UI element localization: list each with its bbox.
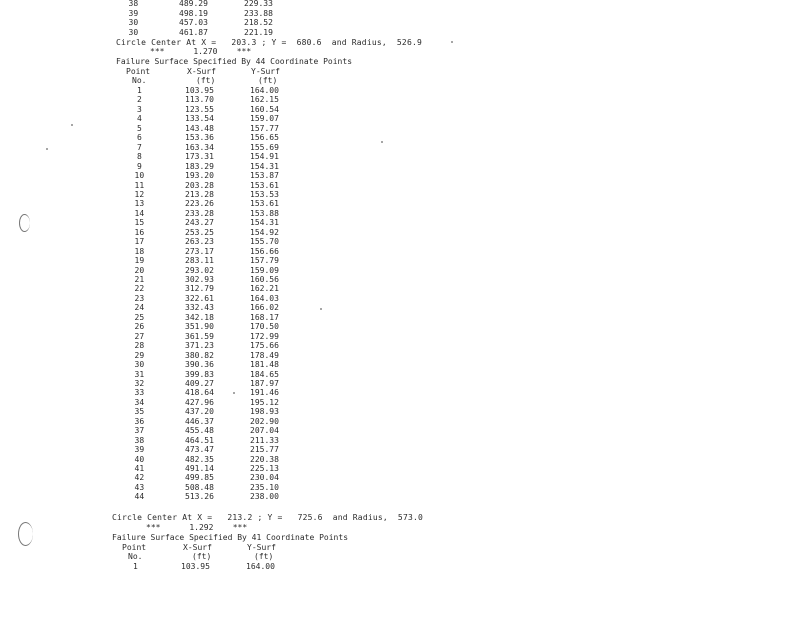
y-surf-value: 168.17 xyxy=(250,312,279,322)
y-surf-value: 220.38 xyxy=(250,454,279,464)
y-surf-value: 155.69 xyxy=(250,142,279,152)
x-surf-value: 473.47 xyxy=(185,445,214,455)
col-x-label: X-Surf xyxy=(187,67,216,76)
y-surf-value: 170.50 xyxy=(250,322,279,332)
y-surf-value: 164.00 xyxy=(250,86,279,95)
scan-speck xyxy=(233,392,235,394)
x-surf-value: 173.31 xyxy=(185,152,214,162)
x-surf-value: 437.20 xyxy=(185,407,214,417)
point-number: 39 xyxy=(128,8,139,18)
y-surf-value: 160.54 xyxy=(250,104,279,114)
point-number: 17 xyxy=(134,237,145,247)
point-number: 21 xyxy=(134,275,145,284)
y-surf-value: 198.93 xyxy=(250,407,279,417)
x-surf-value: 508.48 xyxy=(185,482,214,492)
point-number: 25 xyxy=(134,312,145,322)
y-surf-value: 154.31 xyxy=(250,161,279,171)
y-surf-value: 181.48 xyxy=(250,360,279,370)
y-surf-value: 207.04 xyxy=(250,426,279,436)
point-number: 37 xyxy=(134,426,145,436)
x-surf-value: 489.29 xyxy=(179,0,208,8)
scan-speck xyxy=(71,124,73,126)
y-surf-value: 155.70 xyxy=(250,237,279,247)
x-surf-value: 498.19 xyxy=(179,8,208,18)
safety-factor-line-2: *** 1.292 *** xyxy=(146,523,248,532)
point-number: 5 xyxy=(137,123,142,133)
x-surf-value: 380.82 xyxy=(185,350,214,360)
unit-row-1 xyxy=(0,76,278,86)
y-surf-value: 215.77 xyxy=(250,445,279,455)
point-number: 34 xyxy=(134,397,145,407)
col-y-label: Y-Surf xyxy=(251,67,280,76)
y-surf-value: 162.21 xyxy=(250,284,279,294)
point-number: 1 xyxy=(133,562,138,571)
x-surf-value: 213.28 xyxy=(185,189,214,199)
x-surf-value: 233.28 xyxy=(185,208,214,218)
x-surf-value: 513.26 xyxy=(185,492,214,502)
point-number: 36 xyxy=(134,416,145,426)
col-no-label: No. xyxy=(132,76,147,85)
x-surf-value: 461.87 xyxy=(179,27,208,37)
col-x-unit: (ft) xyxy=(192,552,212,561)
y-surf-value: 202.90 xyxy=(250,416,279,426)
point-number: 8 xyxy=(137,152,142,162)
x-surf-value: 253.25 xyxy=(185,227,214,237)
x-surf-value: 446.37 xyxy=(185,416,214,426)
y-surf-value: 233.88 xyxy=(244,8,273,18)
x-surf-value: 163.34 xyxy=(185,142,214,152)
x-surf-value: 409.27 xyxy=(185,378,214,388)
y-surf-value: 178.49 xyxy=(250,350,279,360)
col-point-label: Point xyxy=(122,543,147,552)
point-number: 12 xyxy=(134,189,145,199)
y-surf-value: 175.66 xyxy=(250,341,279,351)
x-surf-value: 203.28 xyxy=(185,180,214,190)
x-surf-value: 312.79 xyxy=(185,284,214,294)
y-surf-value: 157.77 xyxy=(250,123,279,133)
circle-center-line-2: Circle Center At X = 213.2 ; Y = 725.6 and Radius, 573.0 xyxy=(112,513,424,522)
failure-surface-header-1: Failure Surface Specified By 44 Coordinate Points xyxy=(116,57,353,66)
x-surf-value: 399.83 xyxy=(185,369,214,379)
x-surf-value: 322.61 xyxy=(185,293,214,303)
y-surf-value: 153.61 xyxy=(250,180,279,190)
x-surf-value: 263.23 xyxy=(185,237,214,247)
y-surf-value: 153.87 xyxy=(250,171,279,181)
y-surf-value: 211.33 xyxy=(250,435,279,445)
x-surf-value: 153.36 xyxy=(185,133,214,143)
y-surf-value: 187.97 xyxy=(250,378,279,388)
point-number: 43 xyxy=(134,482,145,492)
point-number: 10 xyxy=(134,171,145,181)
point-number: 6 xyxy=(137,133,142,143)
col-y-unit: (ft) xyxy=(254,552,274,561)
x-surf-value: 455.48 xyxy=(185,426,214,436)
col-x-unit: (ft) xyxy=(196,76,216,85)
x-surf-value: 113.70 xyxy=(185,95,214,105)
x-surf-value: 361.59 xyxy=(185,331,214,341)
y-surf-value: 162.15 xyxy=(250,95,279,105)
point-number: 39 xyxy=(134,445,145,455)
scan-speck xyxy=(451,41,453,43)
col-no-label: No. xyxy=(128,552,143,561)
point-number: 7 xyxy=(137,142,142,152)
y-surf-value: 156.66 xyxy=(250,246,279,256)
y-surf-value: 195.12 xyxy=(250,397,279,407)
point-number: 40 xyxy=(134,454,145,464)
x-surf-value: 302.93 xyxy=(185,275,214,284)
scan-speck xyxy=(46,148,48,150)
y-surf-value: 235.10 xyxy=(250,482,279,492)
x-surf-value: 223.26 xyxy=(185,199,214,209)
x-surf-value: 499.85 xyxy=(185,473,214,483)
y-surf-value: 164.03 xyxy=(250,293,279,303)
x-surf-value: 457.03 xyxy=(179,18,208,27)
point-number: 27 xyxy=(134,331,145,341)
point-number: 2 xyxy=(137,95,142,105)
y-surf-value: 164.00 xyxy=(246,562,275,571)
point-number: 18 xyxy=(134,246,145,256)
y-surf-value: 229.33 xyxy=(244,0,273,8)
point-number: 14 xyxy=(134,208,145,218)
scan-mark xyxy=(18,522,33,546)
y-surf-value: 154.31 xyxy=(250,218,279,228)
point-number: 38 xyxy=(134,435,145,445)
x-surf-value: 193.20 xyxy=(185,171,214,181)
x-surf-value: 293.02 xyxy=(185,265,214,275)
y-surf-value: 159.09 xyxy=(250,265,279,275)
point-number: 31 xyxy=(134,369,145,379)
y-surf-value: 238.00 xyxy=(250,492,279,502)
y-surf-value: 191.46 xyxy=(250,388,279,398)
y-surf-value: 160.56 xyxy=(250,275,279,284)
x-surf-value: 123.55 xyxy=(185,104,214,114)
scan-speck xyxy=(320,308,322,310)
point-number: 30 xyxy=(134,360,145,370)
y-surf-value: 218.52 xyxy=(244,18,273,27)
y-surf-value: 153.53 xyxy=(250,189,279,199)
col-y-unit: (ft) xyxy=(258,76,278,85)
y-surf-value: 154.92 xyxy=(250,227,279,237)
point-number: 4 xyxy=(137,114,142,124)
y-surf-value: 166.02 xyxy=(250,303,279,313)
point-number: 28 xyxy=(134,341,145,351)
safety-factor-line-1: *** 1.270 *** xyxy=(150,47,252,56)
point-number: 24 xyxy=(134,303,145,313)
scan-speck xyxy=(381,141,383,143)
x-surf-value: 464.51 xyxy=(185,435,214,445)
point-number: 1 xyxy=(137,86,142,95)
x-surf-value: 332.43 xyxy=(185,303,214,313)
y-surf-value: 156.65 xyxy=(250,133,279,143)
x-surf-value: 183.29 xyxy=(185,161,214,171)
x-surf-value: 390.36 xyxy=(185,360,214,370)
x-surf-value: 273.17 xyxy=(185,246,214,256)
x-surf-value: 351.90 xyxy=(185,322,214,332)
x-surf-value: 103.95 xyxy=(181,562,210,571)
x-surf-value: 427.96 xyxy=(185,397,214,407)
y-surf-value: 172.99 xyxy=(250,331,279,341)
y-surf-value: 153.61 xyxy=(250,199,279,209)
point-number: 30 xyxy=(128,18,139,27)
x-surf-value: 243.27 xyxy=(185,218,214,228)
point-number: 11 xyxy=(134,180,145,190)
point-number: 42 xyxy=(134,473,145,483)
point-number: 29 xyxy=(134,350,145,360)
point-number: 20 xyxy=(134,265,145,275)
x-surf-value: 482.35 xyxy=(185,454,214,464)
x-surf-value: 143.48 xyxy=(185,123,214,133)
y-surf-value: 157.79 xyxy=(250,256,279,266)
x-surf-value: 371.23 xyxy=(185,341,214,351)
x-surf-value: 491.14 xyxy=(185,464,214,473)
point-number: 26 xyxy=(134,322,145,332)
col-point-label: Point xyxy=(126,67,151,76)
y-surf-value: 230.04 xyxy=(250,473,279,483)
x-surf-value: 342.18 xyxy=(185,312,214,322)
point-number: 44 xyxy=(134,492,145,502)
col-y-label: Y-Surf xyxy=(247,543,276,552)
point-number: 22 xyxy=(134,284,145,294)
y-surf-value: 153.88 xyxy=(250,208,279,218)
point-number: 41 xyxy=(134,464,145,473)
point-number: 35 xyxy=(134,407,145,417)
y-surf-value: 159.07 xyxy=(250,114,279,124)
point-number: 32 xyxy=(134,378,145,388)
point-number: 9 xyxy=(137,161,142,171)
x-surf-value: 283.11 xyxy=(185,256,214,266)
point-number: 30 xyxy=(128,27,139,37)
failure-surface-header-2: Failure Surface Specified By 41 Coordinate Points xyxy=(112,533,349,542)
y-surf-value: 154.91 xyxy=(250,152,279,162)
point-number: 33 xyxy=(134,388,145,398)
col-x-label: X-Surf xyxy=(183,543,212,552)
point-number: 19 xyxy=(134,256,145,266)
point-number: 15 xyxy=(134,218,145,228)
y-surf-value: 184.65 xyxy=(250,369,279,379)
x-surf-value: 133.54 xyxy=(185,114,214,124)
y-surf-value: 221.19 xyxy=(244,27,273,37)
x-surf-value: 103.95 xyxy=(185,86,214,95)
point-number: 3 xyxy=(137,104,142,114)
circle-center-line-1: Circle Center At X = 203.3 ; Y = 680.6 and Radius, 526.9 xyxy=(116,38,423,47)
scan-mark xyxy=(19,214,30,232)
point-number: 13 xyxy=(134,199,145,209)
x-surf-value: 418.64 xyxy=(185,388,214,398)
unit-row-2 xyxy=(0,552,274,562)
point-number: 38 xyxy=(128,0,139,8)
point-number: 23 xyxy=(134,293,145,303)
y-surf-value: 225.13 xyxy=(250,464,279,473)
point-number: 16 xyxy=(134,227,145,237)
